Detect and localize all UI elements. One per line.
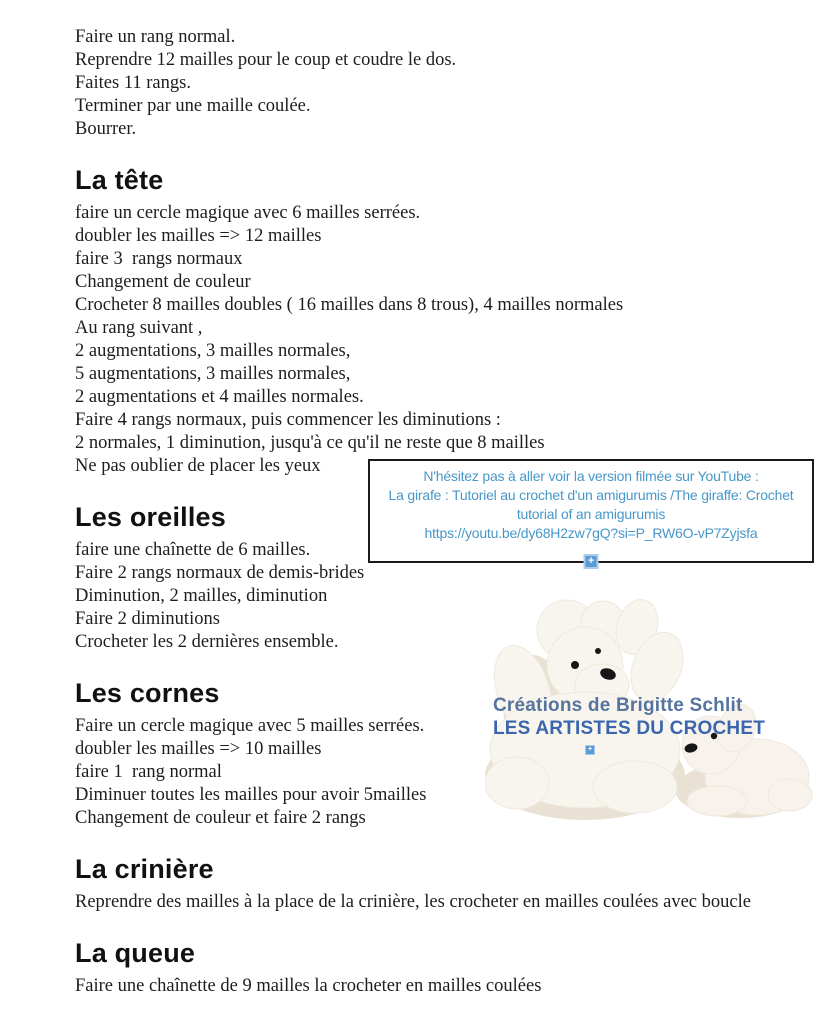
body-line: Au rang suivant , (75, 318, 203, 338)
section-la-tete (75, 202, 785, 478)
body-line: Faire un rang normal. (75, 27, 236, 47)
youtube-video-link[interactable]: https://youtu.be/dy68H2zw7gQ?si=P_RW6O-vP7Zyjsfa (424, 525, 758, 541)
body-line: Faire un cercle magique avec 5 mailles serrées. (75, 716, 425, 736)
body-line: 2 augmentations et 4 mailles normales. (75, 387, 364, 407)
body-line: Bourrer. (75, 119, 137, 139)
section-la-queue-text: Faire une chaînette de 9 mailles la crocheter en mailles coulées (75, 976, 542, 996)
body-line: Faire 4 rangs normaux, puis commencer les diminutions : (75, 410, 501, 430)
body-line: faire 3 rangs normaux (75, 249, 243, 269)
body-line: Faire 2 rangs normaux de demis-brides (75, 563, 365, 583)
body-line: Faites 11 rangs. (75, 73, 191, 93)
body-line: 5 augmentations, 3 mailles normales, (75, 364, 351, 384)
photo-credit-brand: LES ARTISTES DU CROCHET (493, 718, 766, 739)
body-line: faire 1 rang normal (75, 762, 222, 782)
body-line: Diminuer toutes les mailles pour avoir 5mailles (75, 785, 427, 805)
plus-icon[interactable]: + (584, 554, 599, 569)
crochet-photo (485, 585, 815, 825)
body-line: 2 augmentations, 3 mailles normales, (75, 341, 351, 361)
body-line: Crocheter les 2 dernières ensemble. (75, 632, 339, 652)
intro-paragraph (75, 26, 785, 141)
section-title-la-tete: La tête (75, 165, 164, 195)
body-line: doubler les mailles => 12 mailles (75, 226, 322, 246)
body-line: Crocheter 8 mailles doubles ( 16 mailles dans 8 trous), 4 mailles normales (75, 295, 624, 315)
youtube-note-box (368, 459, 814, 567)
body-line: Diminution, 2 mailles, diminution (75, 586, 328, 606)
body-line: faire un cercle magique avec 6 mailles serrées. (75, 203, 421, 223)
plus-icon[interactable]: + (585, 745, 595, 755)
photo-credit-author: Créations de Brigitte Schlit (493, 695, 743, 716)
section-title-la-criniere: La crinière (75, 854, 214, 884)
section-title-la-queue: La queue (75, 938, 196, 968)
youtube-note-line: La girafe : Tutoriel au crochet d'un amigurumis /The giraffe: Crochet tutorial of an amigurumis (388, 487, 794, 522)
section-la-criniere-text: Reprendre des mailles à la place de la crinière, les crocheter en mailles coulées avec boucle (75, 892, 751, 912)
body-line: Changement de couleur (75, 272, 251, 292)
body-line: Faire 2 diminutions (75, 609, 220, 629)
body-line: Terminer par une maille coulée. (75, 96, 311, 116)
body-line: doubler les mailles => 10 mailles (75, 739, 322, 759)
body-line: Reprendre 12 mailles pour le coup et coudre le dos. (75, 50, 457, 70)
body-line: faire une chaînette de 6 mailles. (75, 540, 311, 560)
youtube-note-line: N'hésitez pas à aller voir la version filmée sur YouTube : (423, 468, 759, 484)
section-title-les-cornes: Les cornes (75, 678, 220, 708)
body-line: Ne pas oublier de placer les yeux (75, 456, 321, 476)
body-line: Changement de couleur et faire 2 rangs (75, 808, 366, 828)
section-title-les-oreilles: Les oreilles (75, 502, 226, 532)
body-line: 2 normales, 1 diminution, jusqu'à ce qu'il ne reste que 8 mailles (75, 433, 545, 453)
